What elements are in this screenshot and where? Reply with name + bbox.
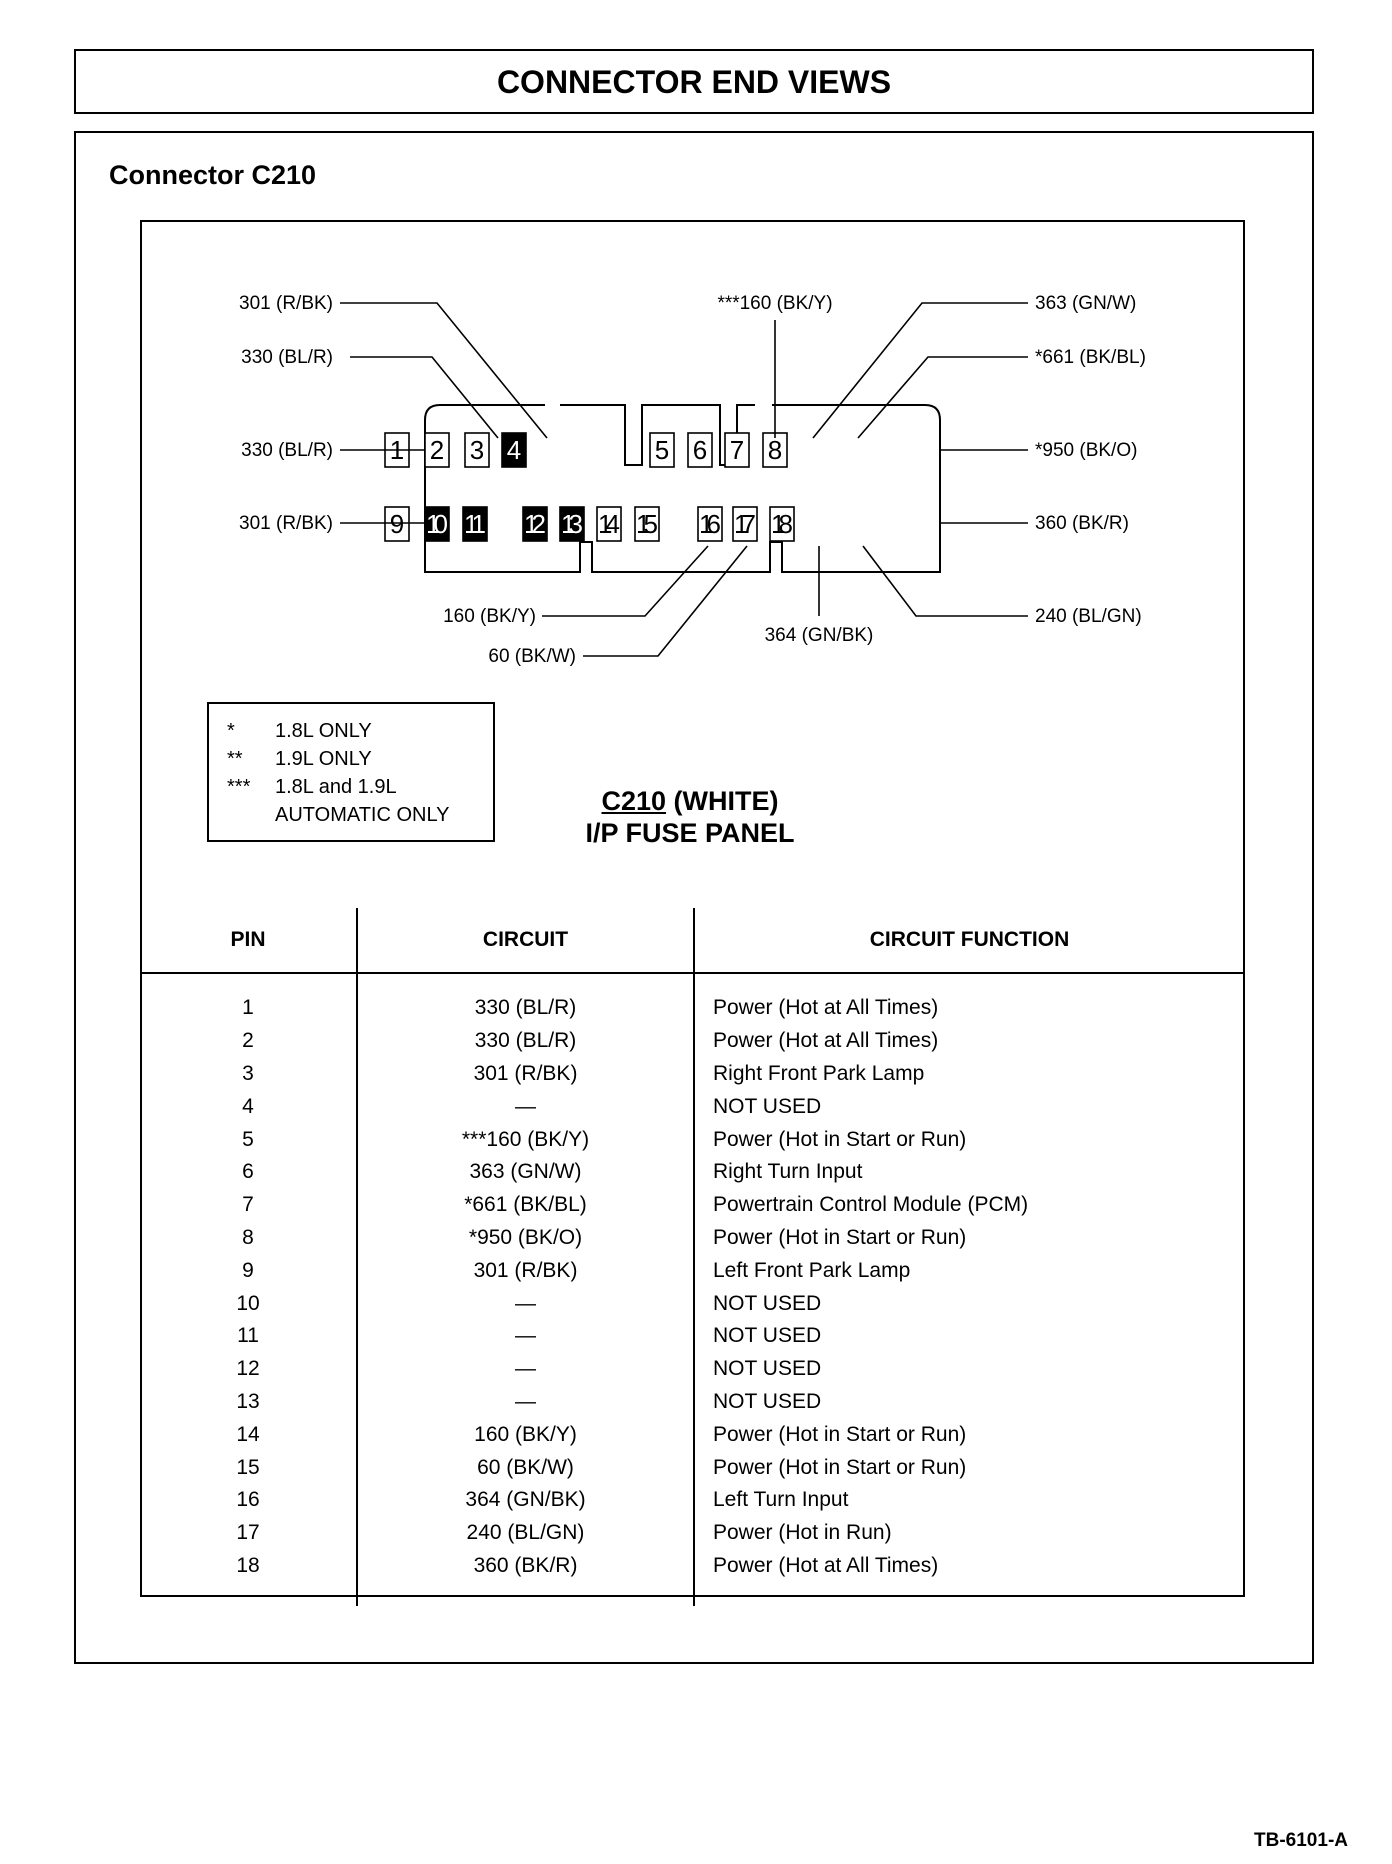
function-cell: Power (Hot in Start or Run) <box>713 1127 967 1151</box>
wire-label-pin15: 60 (BK/W) <box>488 646 576 667</box>
pin-3 <box>465 433 489 467</box>
circuit-cell: 301 (R/BK) <box>357 1058 694 1091</box>
caption-connector-code: C210 <box>601 786 667 816</box>
circuit-cell: 301 (R/BK) <box>357 1254 694 1287</box>
wire-label-top-right-1: 363 (GN/W) <box>1035 293 1137 314</box>
pin-number: 15 <box>636 509 658 539</box>
table-row <box>140 1418 1245 1451</box>
function-cell: Power (Hot at All Times) <box>713 1553 939 1577</box>
pin-17 <box>733 507 757 541</box>
pin-4 <box>502 433 526 467</box>
pin-cell: 9 <box>140 1254 357 1287</box>
function-cell: Power (Hot in Run) <box>713 1521 892 1545</box>
table-row <box>140 1254 1245 1287</box>
circuit-cell: 363 (GN/W) <box>357 1156 694 1189</box>
wire-leader-lines <box>340 303 1028 656</box>
circuit-cell: 60 (BK/W) <box>357 1451 694 1484</box>
wire-label-top-left-1: 301 (R/BK) <box>239 293 333 314</box>
note-text: 1.8L ONLY <box>275 720 372 742</box>
pin-number: 11 <box>464 509 486 539</box>
pin-number: 12 <box>524 509 546 539</box>
table-row <box>140 1320 1245 1353</box>
pin-10 <box>425 507 449 541</box>
page-title: CONNECTOR END VIEWS <box>496 64 892 100</box>
column-header-circuit: CIRCUIT <box>357 908 694 973</box>
table-row <box>140 992 1245 1025</box>
pin-13 <box>560 507 584 541</box>
figure-code: TB-6101-A <box>1254 1830 1348 1851</box>
pin-cell: 16 <box>140 1484 357 1517</box>
pin-number: 13 <box>561 509 583 539</box>
pin-cell: 4 <box>140 1090 357 1123</box>
pin-number: 1 <box>389 435 405 465</box>
table-row <box>140 1353 1245 1386</box>
pin-7 <box>725 433 749 467</box>
pin-15 <box>635 507 659 541</box>
note-symbol: ** <box>227 748 243 770</box>
title-banner <box>74 49 1314 114</box>
pin-2 <box>425 433 449 467</box>
pin-16 <box>698 507 722 541</box>
circuit-cell: 240 (BL/GN) <box>357 1517 694 1550</box>
wire-label-pin14: 160 (BK/Y) <box>443 606 536 627</box>
wire-label-pin9: 301 (R/BK) <box>239 513 333 534</box>
pin-cell: 5 <box>140 1123 357 1156</box>
circuit-cell: ***160 (BK/Y) <box>357 1123 694 1156</box>
pin-8 <box>763 433 787 467</box>
table-row <box>140 1189 1245 1222</box>
wire-label-pin8: *950 (BK/O) <box>1035 440 1138 461</box>
pin-9 <box>385 507 409 541</box>
pin-number: 10 <box>426 509 448 539</box>
function-cell: Left Front Park Lamp <box>713 1258 911 1282</box>
wire-label-pin1: 330 (BL/R) <box>241 440 333 461</box>
pin-number: 5 <box>654 435 670 465</box>
pin-cell: 6 <box>140 1156 357 1189</box>
wire-label-top-right-2: *661 (BK/BL) <box>1035 347 1146 368</box>
pin-number: 4 <box>506 435 522 465</box>
pin-cell: 12 <box>140 1353 357 1386</box>
pin-cell: 15 <box>140 1451 357 1484</box>
pin-11 <box>463 507 487 541</box>
connector-heading: Connector C210 <box>109 160 317 190</box>
pin-cell: 10 <box>140 1287 357 1320</box>
table-row <box>140 1484 1245 1517</box>
wire-label-pin18: 360 (BK/R) <box>1035 513 1129 534</box>
caption-location: I/P FUSE PANEL <box>585 818 795 848</box>
pin-number: 18 <box>771 509 793 539</box>
circuit-cell: — <box>357 1287 694 1320</box>
circuit-cell: 160 (BK/Y) <box>357 1418 694 1451</box>
function-cell: Power (Hot in Start or Run) <box>713 1225 967 1249</box>
pin-number: 9 <box>389 509 405 539</box>
caption-color: (WHITE) <box>673 786 779 816</box>
pin-number: 6 <box>692 435 708 465</box>
table-row <box>140 1287 1245 1320</box>
wire-label-top-center: ***160 (BK/Y) <box>717 293 833 314</box>
wire-label-top-left-2: 330 (BL/R) <box>241 347 333 368</box>
table-spacer-row <box>140 1582 1245 1606</box>
function-cell: Right Front Park Lamp <box>713 1061 925 1085</box>
pin-cell: 11 <box>140 1320 357 1353</box>
note-symbol: * <box>227 720 235 742</box>
leader-pin7 <box>858 357 1028 438</box>
table-row <box>140 1222 1245 1255</box>
wire-label-pin16: 364 (GN/BK) <box>764 625 874 646</box>
pin-number: 3 <box>469 435 485 465</box>
circuit-cell: — <box>357 1353 694 1386</box>
function-cell: Power (Hot in Start or Run) <box>713 1422 967 1446</box>
function-cell: Right Turn Input <box>713 1160 863 1184</box>
table-row <box>140 1123 1245 1156</box>
wire-label-pin17: 240 (BL/GN) <box>1035 606 1142 627</box>
table-row <box>140 1517 1245 1550</box>
table-row <box>140 1025 1245 1058</box>
circuit-cell: *661 (BK/BL) <box>357 1189 694 1222</box>
circuit-cell: — <box>357 1320 694 1353</box>
function-cell: Powertrain Control Module (PCM) <box>713 1193 1029 1217</box>
table-row <box>140 1058 1245 1091</box>
pin-14 <box>597 507 621 541</box>
table-header-row <box>140 908 1245 973</box>
leader-pin6 <box>813 303 1028 438</box>
circuit-cell: 330 (BL/R) <box>357 1025 694 1058</box>
pin-circuit-table <box>140 908 1245 1606</box>
function-cell: NOT USED <box>713 1291 822 1315</box>
pin-12 <box>523 507 547 541</box>
pin-6 <box>688 433 712 467</box>
engine-notes-legend <box>207 702 495 842</box>
column-header-pin: PIN <box>140 908 357 973</box>
pin-18 <box>770 507 794 541</box>
pin-cell: 2 <box>140 1025 357 1058</box>
pin-cell: 13 <box>140 1386 357 1419</box>
pin-cell: 3 <box>140 1058 357 1091</box>
pin-number: 8 <box>767 435 783 465</box>
circuit-cell: 364 (GN/BK) <box>357 1484 694 1517</box>
circuit-cell: 360 (BK/R) <box>357 1550 694 1583</box>
pin-number: 7 <box>729 435 745 465</box>
function-cell: Left Turn Input <box>713 1488 849 1512</box>
circuit-cell: — <box>357 1090 694 1123</box>
table-spacer-row <box>140 973 1245 992</box>
circuit-cell: 330 (BL/R) <box>357 992 694 1025</box>
pin-row-bottom <box>385 507 794 541</box>
leader-pin17 <box>863 546 1028 616</box>
connector-caption <box>540 785 840 849</box>
note-text: 1.9L ONLY <box>275 748 372 770</box>
pin-cell: 1 <box>140 992 357 1025</box>
note-text: 1.8L and 1.9L <box>275 776 397 798</box>
circuit-cell: — <box>357 1386 694 1419</box>
circuit-cell: *950 (BK/O) <box>357 1222 694 1255</box>
table-row <box>140 1156 1245 1189</box>
pin-5 <box>650 433 674 467</box>
pin-cell: 14 <box>140 1418 357 1451</box>
note-symbol: *** <box>227 776 251 798</box>
pin-number: 2 <box>429 435 445 465</box>
pin-cell: 18 <box>140 1550 357 1583</box>
pin-cell: 17 <box>140 1517 357 1550</box>
table-row <box>140 1550 1245 1583</box>
table-row <box>140 1451 1245 1484</box>
table-row <box>140 1386 1245 1419</box>
table-row <box>140 1090 1245 1123</box>
function-cell: Power (Hot at All Times) <box>713 996 939 1020</box>
function-cell: Power (Hot at All Times) <box>713 1029 939 1053</box>
function-cell: NOT USED <box>713 1389 822 1413</box>
function-cell: NOT USED <box>713 1094 822 1118</box>
function-cell: Power (Hot in Start or Run) <box>713 1455 967 1479</box>
column-header-function: CIRCUIT FUNCTION <box>694 908 1245 973</box>
note-text: AUTOMATIC ONLY <box>275 804 450 826</box>
function-cell: NOT USED <box>713 1324 822 1348</box>
pin-row-top <box>385 433 787 467</box>
pin-number: 14 <box>598 509 620 539</box>
function-cell: NOT USED <box>713 1357 822 1381</box>
pin-cell: 8 <box>140 1222 357 1255</box>
leader-pin15 <box>583 546 747 656</box>
leader-pin14 <box>542 546 708 616</box>
pin-cell: 7 <box>140 1189 357 1222</box>
pin-number: 17 <box>734 509 756 539</box>
pin-number: 16 <box>699 509 721 539</box>
